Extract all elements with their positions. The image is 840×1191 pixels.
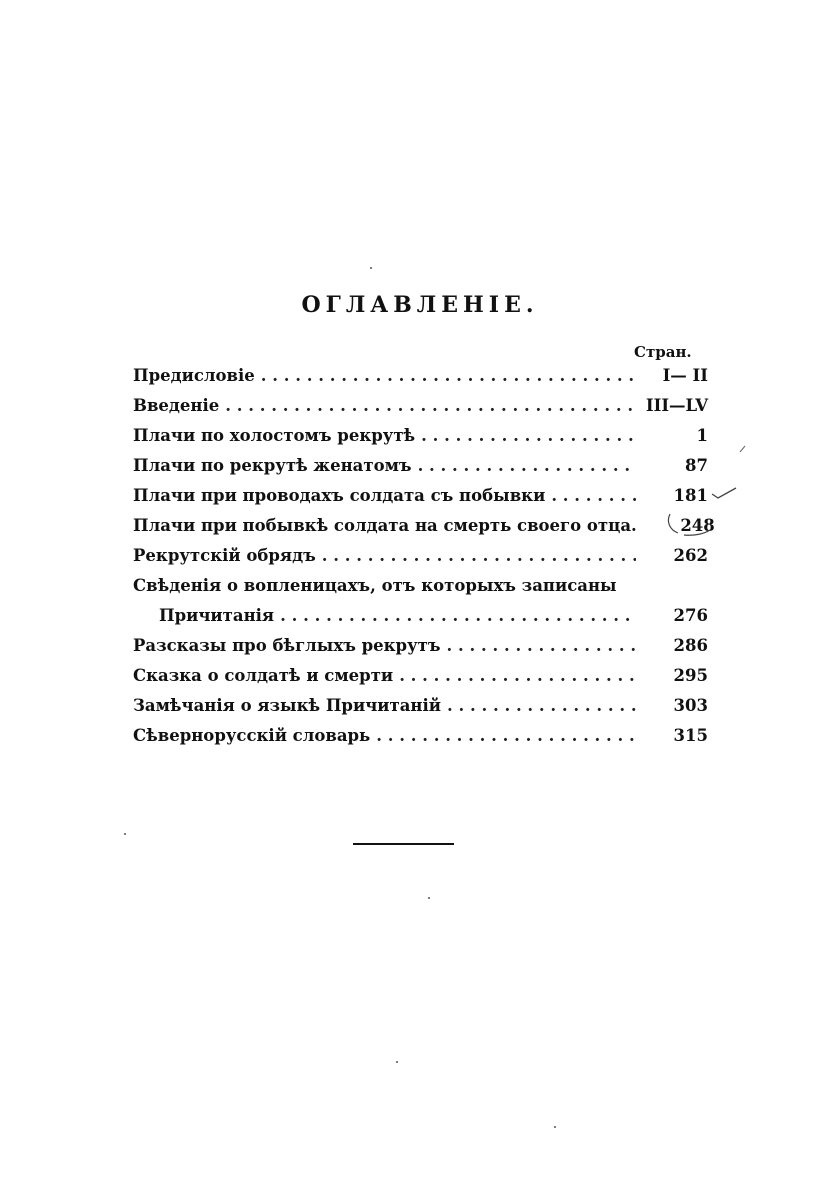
- toc-leader-dots: [412, 456, 636, 475]
- toc-entry-title: Плачи при проводахъ солдата съ побывки: [133, 486, 546, 505]
- toc-entry-page: 276: [673, 606, 708, 625]
- toc-leader-dots: [393, 666, 636, 685]
- toc-entry-title: Свѣденія о вопленицахъ, отъ которыхъ записаны: [133, 576, 617, 595]
- toc-leader-dots: [441, 636, 636, 655]
- toc-entry-title: Введеніе: [133, 396, 220, 415]
- scan-speck: [554, 1126, 556, 1128]
- toc-entry-page: 181: [673, 486, 708, 505]
- toc-entry-page: 1: [696, 426, 708, 445]
- page-column-label: Стран.: [634, 343, 692, 361]
- toc-entry: [133, 606, 708, 636]
- toc-entry-title: Плачи по рекрутѣ женатомъ: [133, 456, 412, 475]
- toc-entry-title: Сказка о солдатѣ и смерти: [133, 666, 394, 685]
- toc-entry-title: Плачи по холостомъ рекрутѣ: [133, 426, 416, 445]
- scan-speck: [428, 897, 430, 899]
- toc-entry-page: III—LV: [645, 396, 708, 415]
- closing-rule: [353, 843, 454, 845]
- toc-entry-page: I— II: [662, 366, 708, 385]
- toc-entry-page: 303: [673, 696, 708, 715]
- toc-entry-title: Причитанія: [159, 606, 275, 625]
- toc-entry-page: 286: [673, 636, 708, 655]
- scan-speck: [396, 1061, 398, 1063]
- toc-entry: [133, 396, 708, 426]
- toc-entry-page: 248: [680, 516, 715, 535]
- toc-entry-title: Предисловіе: [133, 366, 255, 385]
- toc-leader-dots: [255, 366, 636, 385]
- toc-entry-title: Рекрутскій обрядъ: [133, 546, 316, 565]
- page-title: ОГЛАВЛЕНІЕ.: [301, 292, 539, 318]
- toc-entry-title: Плачи при побывкѣ солдата на смерть своего отца.: [133, 516, 637, 535]
- toc-entry: [133, 666, 708, 696]
- toc-leader-dots: [545, 486, 636, 505]
- toc-entry-title: Разсказы про бѣглыхъ рекрутъ: [133, 636, 441, 655]
- toc-entry-page: 87: [685, 456, 708, 475]
- toc-entry-title: Замѣчанія о языкѣ Причитаній: [133, 696, 442, 715]
- toc-entry: [133, 426, 708, 456]
- pencil-tick-mark: [738, 444, 748, 454]
- toc-entry: [133, 726, 708, 756]
- toc-entry: [133, 636, 708, 666]
- toc-entry: [133, 486, 708, 516]
- toc-entry: [133, 546, 708, 576]
- toc-leader-dots: [415, 426, 636, 445]
- toc-entry: [133, 366, 708, 396]
- toc-leader-dots: [370, 726, 636, 745]
- toc-entry-page: 262: [673, 546, 708, 565]
- toc-leader-dots: [316, 546, 636, 565]
- toc-entry-title: Сѣвернорусскій словарь: [133, 726, 371, 745]
- toc-entry: [133, 456, 708, 486]
- pencil-check-mark: [710, 482, 740, 502]
- scan-speck: [124, 833, 126, 835]
- toc-entry-page: 295: [673, 666, 708, 685]
- toc-leader-dots: [219, 396, 636, 415]
- toc-leader-dots: [441, 696, 636, 715]
- table-of-contents: [133, 366, 715, 756]
- toc-entry: [133, 576, 708, 606]
- toc-entry-page: 315: [673, 726, 708, 745]
- toc-leader-dots: [274, 606, 636, 625]
- scan-speck: [370, 267, 372, 269]
- toc-entry: [133, 696, 708, 726]
- toc-entry: [133, 516, 715, 546]
